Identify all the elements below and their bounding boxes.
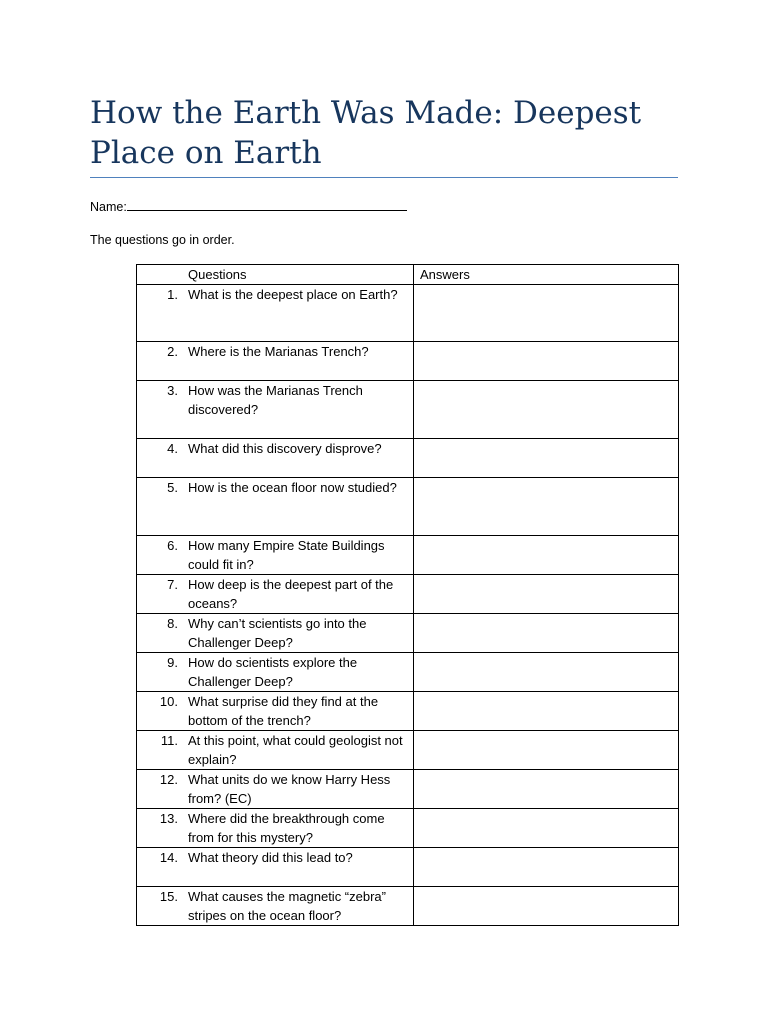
question-number: 14. <box>159 850 178 865</box>
question-text: How was the Marianas Trench discovered? <box>188 383 363 417</box>
name-label: Name: <box>90 200 127 214</box>
question-cell <box>137 614 414 653</box>
table-row <box>137 342 679 381</box>
question-number: 15. <box>159 889 178 904</box>
question-cell <box>137 653 414 692</box>
question-text: How deep is the deepest part of the oceans? <box>188 577 394 611</box>
table-row <box>137 381 679 439</box>
name-blank-line[interactable] <box>127 200 407 211</box>
question-number: 12. <box>159 772 178 787</box>
question-number: 8. <box>167 616 178 631</box>
name-field <box>90 199 407 215</box>
answer-cell[interactable] <box>414 770 679 809</box>
table-row <box>137 731 679 770</box>
question-number: 9. <box>167 655 178 670</box>
table-row <box>137 614 679 653</box>
table-row <box>137 770 679 809</box>
instructions-text: The questions go in order. <box>90 233 235 247</box>
question-cell <box>137 478 414 536</box>
question-text: How is the ocean floor now studied? <box>188 480 397 495</box>
question-number: 2. <box>167 344 178 359</box>
question-cell <box>137 285 414 342</box>
answer-cell[interactable] <box>414 536 679 575</box>
answer-cell[interactable] <box>414 285 679 342</box>
table-header-row <box>137 265 679 285</box>
question-number: 4. <box>167 441 178 456</box>
question-number: 3. <box>167 383 178 398</box>
answer-cell[interactable] <box>414 731 679 770</box>
question-text: At this point, what could geologist not explain? <box>188 733 403 767</box>
question-cell <box>137 731 414 770</box>
answer-cell[interactable] <box>414 381 679 439</box>
table-row <box>137 285 679 342</box>
table-row <box>137 478 679 536</box>
question-text: What did this discovery disprove? <box>188 441 382 456</box>
question-text: What causes the magnetic “zebra” stripes on the ocean floor? <box>188 889 386 923</box>
questions-header: Questions <box>137 265 414 285</box>
answer-cell[interactable] <box>414 575 679 614</box>
table-row <box>137 848 679 887</box>
question-text: What surprise did they find at the bottom of the trench? <box>188 694 379 728</box>
question-text: Why can’t scientists go into the Challenger Deep? <box>188 616 367 650</box>
question-text: Where did the breakthrough come from for this mystery? <box>188 811 385 845</box>
question-cell <box>137 770 414 809</box>
answer-cell[interactable] <box>414 848 679 887</box>
question-text: What is the deepest place on Earth? <box>188 287 398 302</box>
question-cell <box>137 809 414 848</box>
question-text: How do scientists explore the Challenger Deep? <box>188 655 358 689</box>
question-number: 7. <box>167 577 178 592</box>
answer-cell[interactable] <box>414 439 679 478</box>
question-text: How many Empire State Buildings could fit in? <box>188 538 385 572</box>
table-row <box>137 887 679 926</box>
question-number: 1. <box>167 287 178 302</box>
question-text: What units do we know Harry Hess from? (EC) <box>188 772 391 806</box>
answer-cell[interactable] <box>414 809 679 848</box>
answer-cell[interactable] <box>414 478 679 536</box>
answer-cell[interactable] <box>414 692 679 731</box>
answer-cell[interactable] <box>414 614 679 653</box>
page-title: How the Earth Was Made: Deepest Place on Earth <box>90 95 642 171</box>
question-cell <box>137 342 414 381</box>
answer-cell[interactable] <box>414 653 679 692</box>
question-cell <box>137 536 414 575</box>
question-number: 5. <box>167 480 178 495</box>
table-row <box>137 653 679 692</box>
question-cell <box>137 887 414 926</box>
question-cell <box>137 381 414 439</box>
question-cell <box>137 439 414 478</box>
question-cell <box>137 692 414 731</box>
question-cell <box>137 575 414 614</box>
question-number: 13. <box>159 811 178 826</box>
table-row <box>137 575 679 614</box>
table-row <box>137 692 679 731</box>
question-text: Where is the Marianas Trench? <box>188 344 369 359</box>
title-divider <box>90 177 678 178</box>
answers-header: Answers <box>414 265 679 285</box>
question-number: 11. <box>160 733 178 748</box>
table-row <box>137 809 679 848</box>
table-row <box>137 439 679 478</box>
question-cell <box>137 848 414 887</box>
question-number: 6. <box>167 538 178 553</box>
answer-cell[interactable] <box>414 342 679 381</box>
question-text: What theory did this lead to? <box>188 850 353 865</box>
table-row <box>137 536 679 575</box>
question-number: 10. <box>159 694 178 709</box>
questions-table-body <box>137 285 679 926</box>
answer-cell[interactable] <box>414 887 679 926</box>
questions-table <box>136 264 679 926</box>
